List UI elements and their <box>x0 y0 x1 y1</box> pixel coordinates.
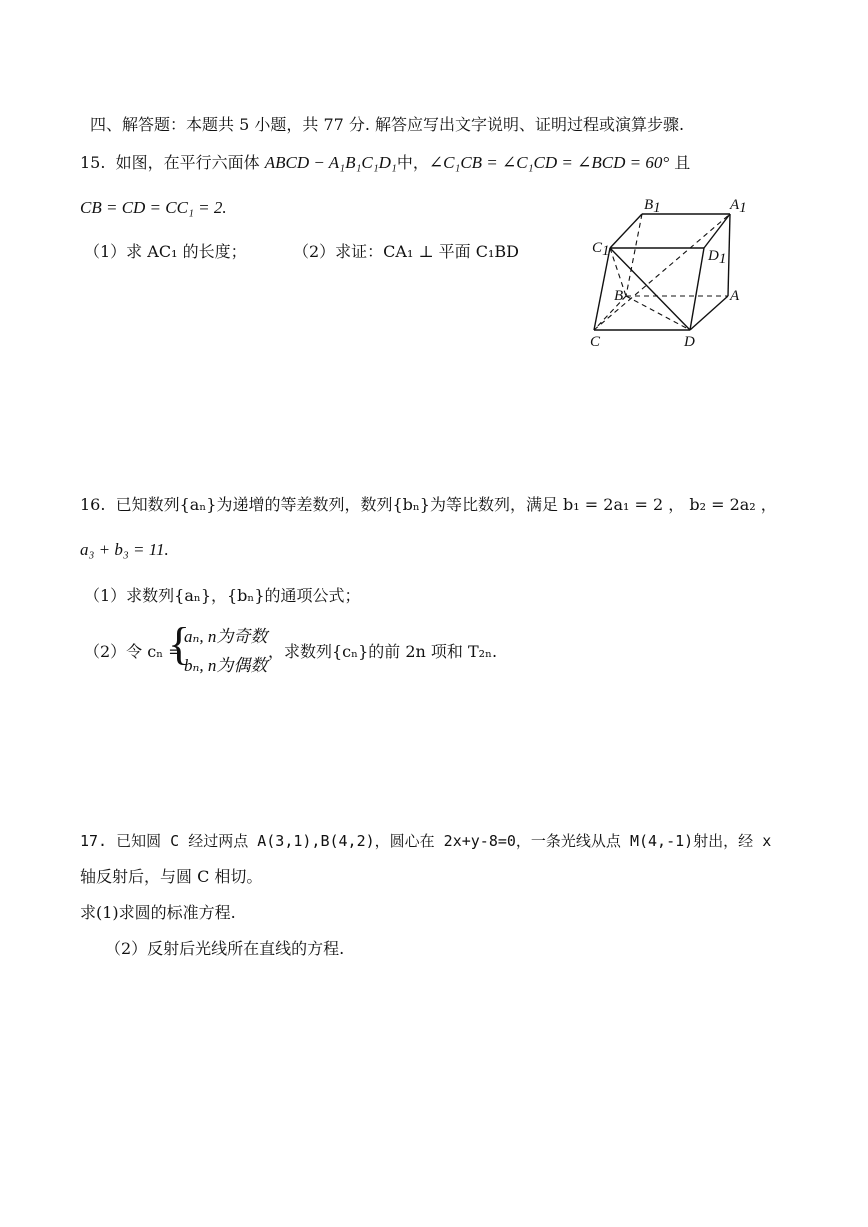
label-D: D <box>684 334 695 350</box>
q15-solid: ABCD − A₁B₁C₁D₁ <box>264 153 397 172</box>
piecewise-brace: { <box>168 618 191 669</box>
q17-line2: 轴反射后，与圆 C 相切。 <box>80 867 263 886</box>
q15-line1: 15. 如图，在平行六面体 ABCD − A₁B₁C₁D₁中，∠C₁CB = ∠C₁CD = ∠BCD = 60° 且 <box>80 153 691 172</box>
section-heading: 四、解答题：本题共 5 小题，共 77 分. 解答应写出文字说明、证明过程或演算步骤. <box>90 115 685 134</box>
q15-angles: ∠C₁CB = ∠C₁CD = ∠BCD = 60° <box>428 153 670 172</box>
q15-part1: （1）求 AC₁ 的长度； <box>84 242 247 261</box>
q16-case1: aₙ, n为奇数 <box>184 627 268 646</box>
q16-line1: 16. 已知数列{aₙ}为递增的等差数列，数列{bₙ}为等比数列，满足 b₁ = 2a₁ = 2 ， b₂ = 2a₂ ， <box>80 495 777 514</box>
q16-part2-lead: （2）令 cₙ = <box>84 642 182 661</box>
q15-part2: （2）求证：CA₁ ⊥ 平面 C₁BD <box>293 242 519 261</box>
q17-line3: 求(1)求圆的标准方程. <box>80 903 236 922</box>
label-A1: A1 <box>730 197 747 216</box>
q16-part1: （1）求数列{aₙ}，{bₙ}的通项公式； <box>84 586 361 605</box>
q15-line2: CB = CD = CC₁ = 2. <box>80 198 227 217</box>
parallelepiped-figure <box>580 190 760 355</box>
label-C: C <box>590 334 601 350</box>
q17-line1: 17. 已知圆 C 经过两点 A(3,1),B(4,2)，圆心在 2x+y-8=0，一条光线从点 M(4,-1)射出，经 x <box>80 832 772 850</box>
q17-line4: （2）反射后光线所在直线的方程. <box>105 939 345 958</box>
label-D1: D1 <box>708 248 727 267</box>
label-C1: C1 <box>592 240 610 259</box>
label-B: B <box>614 288 624 304</box>
q16-line2: a₃ + b₃ = 11. <box>80 540 169 559</box>
q16-part2-tail: ，求数列{cₙ}的前 2n 项和 T₂ₙ. <box>268 642 498 661</box>
label-B1: B1 <box>644 197 661 216</box>
q16-case2: bₙ, n为偶数 <box>184 656 268 675</box>
label-A: A <box>730 288 740 304</box>
